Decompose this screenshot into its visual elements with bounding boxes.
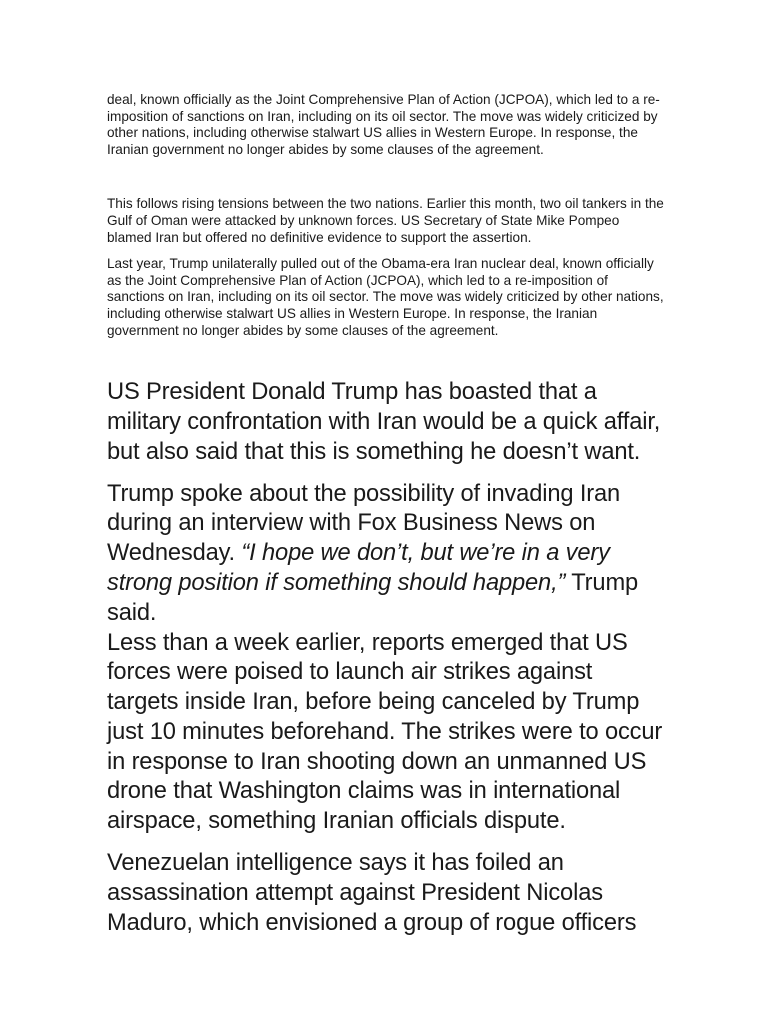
paragraph-rising-tensions: This follows rising tensions between the two nations. Earlier this month, two oil tankers in the Gulf of Oman were attacked by unknown forces. US Secretary of State Mike Pompeo blamed Iran but offered no definitive evidence to support the assertion. [107,196,664,245]
paragraph-jcpoa-continuation: deal, known officially as the Joint Comprehensive Plan of Action (JCPOA), which led to a re-imposition of sanctions on Iran, including on its oil sector. The move was widely criticized by other nations, including otherwise stalwart US allies in Western Europe. In response, the Iranian government no longer abides by some clauses of the agreement. [107,92,660,157]
paragraph-trump-boasted: US President Donald Trump has boasted that a military confrontation with Iran would be a quick affair, but also said that this is something he doesn’t want. [107,379,661,465]
interview-text-after: Trump said. [107,569,639,626]
paragraph-fox-business-interview [107,480,667,629]
large-text-section [107,378,667,938]
document-page [107,92,667,938]
interview-text-before: Trump spoke about the possibility of invading Iran during an interview with Fox Business News on Wednesday. [107,480,621,567]
trump-quote: “I hope we don’t, but we’re in a very strong position if something should happen,” [107,540,610,596]
paragraph-venezuela: Venezuelan intelligence says it has foiled an assassination attempt against President Nicolas Maduro, which envisioned a group of rogue officers [107,850,637,936]
paragraph-air-strikes: Less than a week earlier, reports emerged that US forces were poised to launch air strikes against targets inside Iran, before being canceled by Trump just 10 minutes beforehand. The strikes were to occur in response to Iran shooting down an unmanned US drone that Washington claims was in international airspace, something Iranian officials dispute. [107,629,663,835]
paragraph-obama-era-deal: Last year, Trump unilaterally pulled out of the Obama-era Iran nuclear deal, known officially as the Joint Comprehensive Plan of Action (JCPOA), which led to a re-imposition of sanctions on Iran, including on its oil sector. The move was widely criticized by other nations, including otherwise stalwart US allies in Western Europe. In response, the Iranian government no longer abides by some clauses of the agreement. [107,256,664,338]
